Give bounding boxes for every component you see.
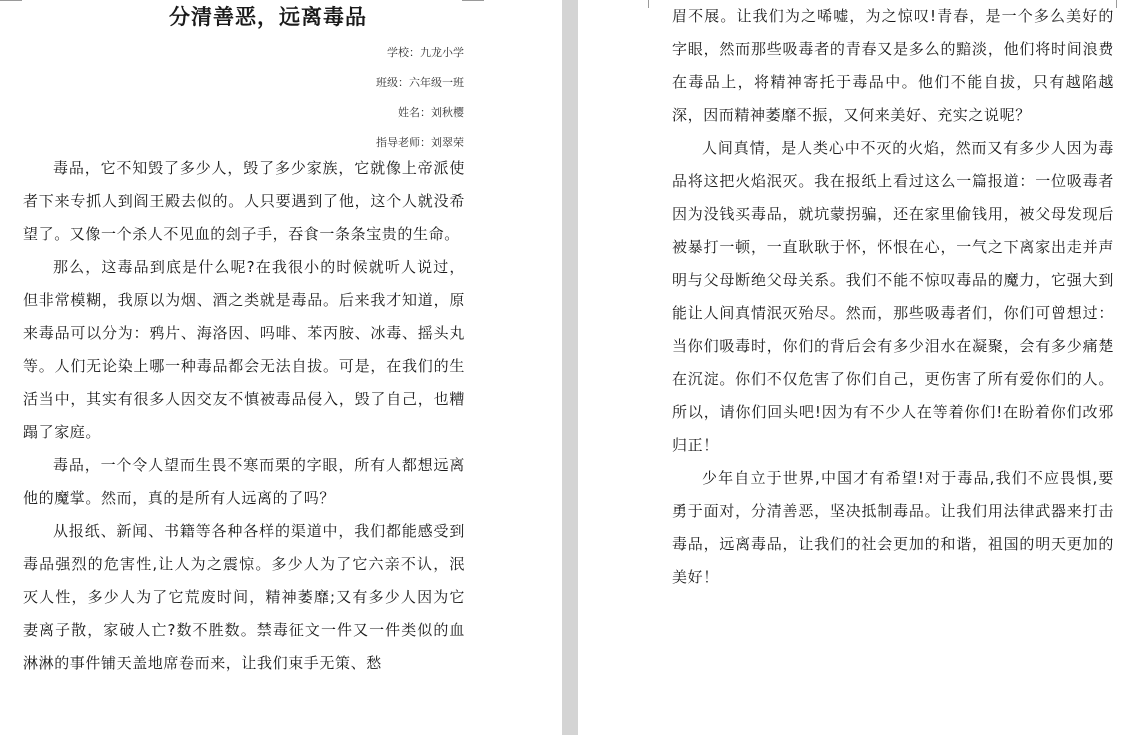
paragraph: 毒品，一个令人望而生畏不寒而栗的字眼，所有人都想远离他的魔掌。然而，真的是所有人远离的了吗？ — [23, 456, 465, 507]
paragraph: 少年自立于世界,中国才有希望!对于毒品,我们不应畏惧,要勇于面对，分清善恶，坚决抵制毒品。让我们用法律武器来打击毒品，远离毒品，让我们的社会更加的和谐，祖国的明天更加的美好！ — [672, 469, 1114, 586]
body-text-left — [23, 152, 465, 680]
paragraph: 人间真情，是人类心中不灭的火焰，然而又有多少人因为毒品将这把火焰泯灭。我在报纸上看过这么一篇报道：一位吸毒者因为没钱买毒品，就坑蒙拐骗，还在家里偷钱用，被父母发现后被暴打一顿，一直耿耿于怀，怀恨在心，一气之下离家出走并声明与父母断绝父母关系。我们不能不惊叹毒品的魔力，它强大到能让人间真情泯灭殆尽。然而，那些吸毒者们，你们可曾想过：当你们吸毒时，你们的背后会有多少泪水在凝聚，会有多少痛楚在沉淀。你们不仅危害了你们自己，更伤害了所有爱你们的人。所以，请你们回头吧!因为有不少人在等着你们!在盼着你们改邪归正！ — [672, 139, 1114, 454]
document-page-left — [0, 0, 562, 735]
crop-mark — [648, 0, 649, 8]
author-name-line: 姓名：刘秋樱 — [398, 106, 464, 119]
paragraph: 那么，这毒品到底是什么呢?在我很小的时候就听人说过，但非常模糊，我原以为烟、酒之类就是毒品。后来我才知道，原来毒品可以分为：鸦片、海洛因、吗啡、苯丙胺、冰毒、摇头丸等。人们无论染上哪一种毒品都会无法自拔。可是，在我们的生活当中，其实有很多人因交友不慎被毒品侵入，毁了自己，也糟蹋了家庭。 — [23, 258, 465, 441]
crop-mark — [0, 0, 22, 1]
body-text-right — [672, 0, 1114, 594]
paragraph: 毒品，它不知毁了多少人，毁了多少家族，它就像上帝派使者下来专抓人到阎王殿去似的。人只要遇到了他，这个人就没希望了。又像一个杀人不见血的刽子手，吞食一条条宝贵的生命。 — [23, 159, 465, 243]
document-title: 分清善恶，远离毒品 — [169, 5, 367, 29]
crop-mark — [462, 0, 484, 1]
class-line: 班级：六年级一班 — [376, 76, 464, 89]
page-gutter — [562, 0, 578, 735]
teacher-line: 指导老师：刘翠荣 — [376, 136, 464, 149]
crop-mark — [1116, 0, 1117, 8]
document-page-right — [578, 0, 1148, 735]
school-line: 学校：九龙小学 — [387, 46, 464, 59]
paragraph-continued: 眉不展。让我们为之唏嘘，为之惊叹!青春，是一个多么美好的字眼，然而那些吸毒者的青春又是多么的黯淡，他们将时间浪费在毒品上，将精神寄托于毒品中。他们不能自拔，只有越陷越深，因而精神萎靡不振，又何来美好、充实之说呢？ — [672, 7, 1114, 124]
paragraph: 从报纸、新闻、书籍等各种各样的渠道中，我们都能感受到毒品强烈的危害性,让人为之震惊。多少人为了它六亲不认，泯灭人性，多少人为了它荒废时间，精神萎靡;又有多少人因为它妻离子散，家破人亡?数不胜数。禁毒征文一件又一件类似的血淋淋的事件铺天盖地席卷而来，让我们束手无策、愁 — [23, 522, 465, 672]
